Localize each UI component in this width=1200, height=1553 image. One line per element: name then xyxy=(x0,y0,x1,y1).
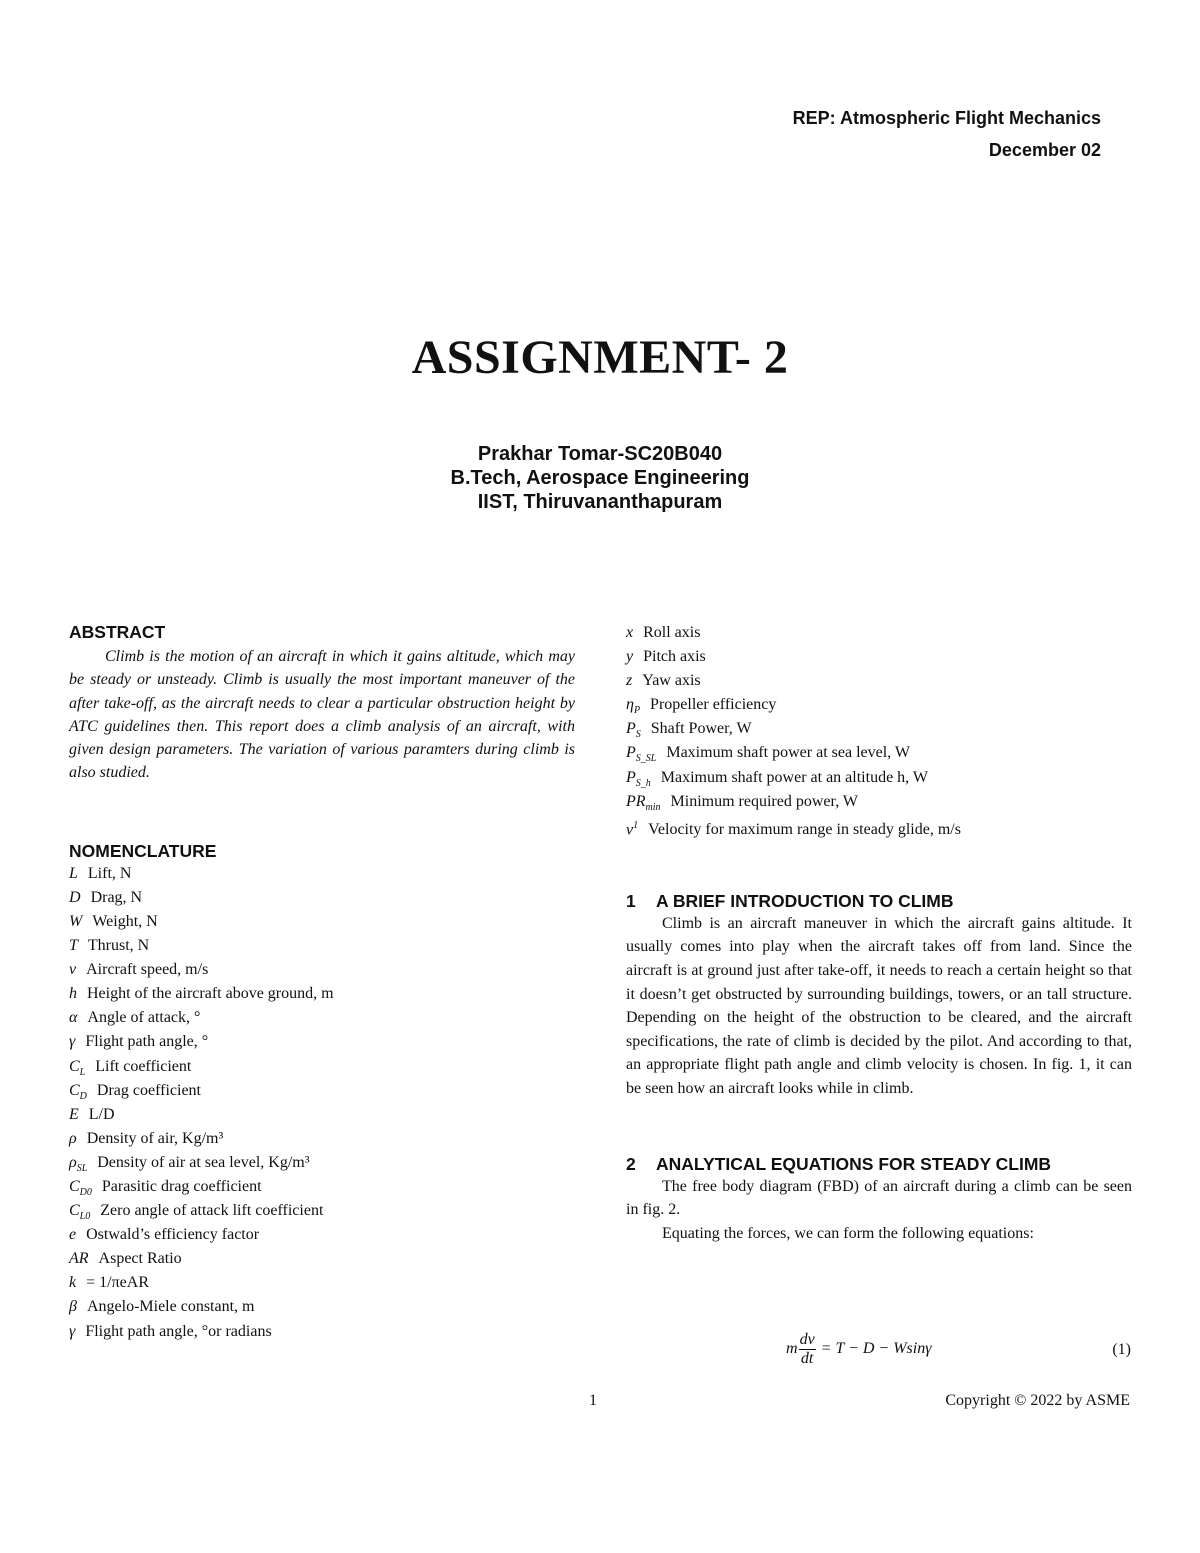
nomenclature-symbol: $C_L$ xyxy=(69,1057,86,1078)
nomenclature-symbol: γ xyxy=(69,1033,76,1051)
nomenclature-item xyxy=(69,934,575,958)
nomenclature-symbol: x xyxy=(626,624,634,641)
nomenclature-item xyxy=(69,886,575,910)
paper-title: ASSIGNMENT- 2 xyxy=(411,331,789,384)
nomenclature-item xyxy=(69,982,575,1006)
nomenclature-definition: Velocity for maximum range in steady glide, m/s xyxy=(648,821,961,839)
equation-1-number: (1) xyxy=(1112,1341,1131,1358)
abstract-text: Climb is the motion of an aircraft in which it gains altitude, which may be steady or unsteady. Climb is usually the most important maneuver of the after take-off, as the aircraft needs to clear a particular obstruction height by ATC guidelines then. This report does a climb analysis of an aircraft, with given design parameters. The variation of various paramters during climb is also studied. xyxy=(69,648,575,782)
nomenclature-definition: Drag coefficient xyxy=(96,1081,201,1099)
nomenclature-item xyxy=(69,1320,575,1344)
nomenclature-definition: Yaw axis xyxy=(642,672,701,690)
equation-1-denominator: dt xyxy=(800,1350,814,1367)
nomenclature-definition: Angle of attack, ° xyxy=(87,1009,201,1027)
nomenclature-list-right xyxy=(626,621,1132,838)
nomenclature-symbol: e xyxy=(69,1226,77,1244)
nomenclature-item xyxy=(626,790,1132,814)
nomenclature-symbol: z xyxy=(626,672,633,690)
left-column xyxy=(69,621,575,1344)
nomenclature-item xyxy=(69,1079,575,1103)
nomenclature-item xyxy=(626,645,1132,669)
nomenclature-item xyxy=(69,1127,575,1151)
section2-para1 xyxy=(626,1175,1132,1222)
nomenclature-definition: Lift coefficient xyxy=(95,1057,192,1075)
nomenclature-symbol: $C_D$ xyxy=(69,1081,87,1102)
nomenclature-definition: Minimum required power, W xyxy=(670,792,859,810)
author-institute: IIST, Thiruvananthapuram xyxy=(477,491,723,513)
nomenclature-item xyxy=(69,1030,575,1054)
nomenclature-definition: Aircraft speed, m/s xyxy=(86,961,209,979)
author-name: Prakhar Tomar-SC20B040 xyxy=(477,443,723,465)
date-header: December 02 xyxy=(988,140,1101,160)
nomenclature-definition: Height of the aircraft above ground, m xyxy=(87,985,334,1003)
equation-1 xyxy=(626,1325,1131,1375)
nomenclature-definition: Thrust, N xyxy=(87,937,150,955)
nomenclature-symbol: $v^1$ xyxy=(626,819,639,839)
nomenclature-definition: Flight path angle, ° xyxy=(85,1033,209,1051)
nomenclature-item xyxy=(69,1175,575,1199)
nomenclature-item xyxy=(69,1247,575,1271)
nomenclature-definition: Maximum shaft power at sea level, W xyxy=(666,744,910,762)
nomenclature-item xyxy=(69,958,575,982)
nomenclature-definition: = 1/πeAR xyxy=(86,1274,149,1292)
nomenclature-symbol: y xyxy=(626,648,634,666)
nomenclature-item xyxy=(69,1271,575,1295)
abstract-heading: ABSTRACT xyxy=(69,622,166,642)
nomenclature-item xyxy=(69,1295,575,1319)
nomenclature-item xyxy=(69,862,575,886)
nomenclature-item xyxy=(69,1055,575,1079)
nomenclature-definition: Density of air at sea level, Kg/m³ xyxy=(97,1153,310,1171)
nomenclature-symbol: h xyxy=(69,985,77,1003)
section1-heading xyxy=(626,890,1132,912)
nomenclature-definition: Lift, N xyxy=(87,864,132,882)
nomenclature-item xyxy=(626,621,1132,645)
nomenclature-definition: Zero angle of attack lift coefficient xyxy=(100,1202,324,1220)
author-program: B.Tech, Aerospace Engineering xyxy=(450,467,750,489)
nomenclature-symbol: $\eta_P$ xyxy=(626,696,641,717)
nomenclature-definition: Aspect Ratio xyxy=(98,1250,182,1268)
nomenclature-heading: NOMENCLATURE xyxy=(69,840,217,861)
nomenclature-definition: Parasitic drag coefficient xyxy=(101,1178,262,1195)
nomenclature-definition: L/D xyxy=(88,1105,115,1123)
equation-1-fraction xyxy=(799,1331,816,1368)
nomenclature-symbol: W xyxy=(69,912,83,930)
nomenclature-symbol: k xyxy=(69,1274,77,1292)
nomenclature-item xyxy=(69,910,575,934)
copyright-notice: Copyright © 2022 by ASME xyxy=(945,1392,1130,1409)
section2-heading xyxy=(626,1153,1132,1175)
conference-header: REP: Atmospheric Flight Mechanics xyxy=(792,108,1101,128)
nomenclature-item xyxy=(626,766,1132,790)
equation-1-lhs: m xyxy=(786,1340,798,1358)
nomenclature-list-left xyxy=(69,862,575,1344)
nomenclature-definition: Drag, N xyxy=(90,888,143,906)
abstract-body xyxy=(69,645,575,785)
nomenclature-item xyxy=(69,1199,575,1223)
nomenclature-symbol: L xyxy=(69,864,78,882)
nomenclature-definition: Pitch axis xyxy=(643,648,706,666)
equation-1-expression xyxy=(786,1331,932,1368)
nomenclature-symbol: D xyxy=(69,888,81,906)
section2-number: 2 xyxy=(626,1153,636,1174)
nomenclature-symbol: $C_{D0}$ xyxy=(69,1178,92,1199)
nomenclature-definition: Maximum shaft power at an altitude h, W xyxy=(660,768,928,786)
section1-number: 1 xyxy=(626,890,636,911)
section2-title: ANALYTICAL EQUATIONS FOR STEADY CLIMB xyxy=(656,1153,1052,1174)
section1-text: Climb is an aircraft maneuver in which the aircraft gains altitude. It usually comes into play when the aircraft takes off from land. Since the aircraft is at ground just after take-off, it needs to reach a certain height so that it doesn’t get obstructed by surrounding buildings, towers, or an tall structure. Depending on the height of the obstruction to be cleared, and the aircraft specifications, the rate of climb is decided by the pilot. And according to that, an appropriate flight path angle and climb velocity is chosen. In fig. 1, it can be seen how an aircraft looks while in climb. xyxy=(626,914,1132,1097)
nomenclature-symbol: α xyxy=(69,1009,78,1027)
nomenclature-symbol: AR xyxy=(69,1250,89,1268)
nomenclature-symbol: β xyxy=(69,1298,77,1316)
nomenclature-definition: Flight path angle, °or radians xyxy=(85,1322,272,1340)
section2-para2 xyxy=(626,1222,1132,1246)
nomenclature-definition: Shaft Power, W xyxy=(650,720,752,738)
nomenclature-definition: Weight, N xyxy=(92,912,158,930)
nomenclature-symbol: $\rho_{SL}$ xyxy=(69,1153,88,1175)
nomenclature-item xyxy=(69,1103,575,1127)
nomenclature-symbol: T xyxy=(69,937,78,955)
nomenclature-item xyxy=(626,669,1132,693)
equation-1-numerator: dv xyxy=(799,1331,815,1348)
section2-para2-text: Equating the forces, we can form the following equations: xyxy=(662,1224,1034,1242)
section1-title: A BRIEF INTRODUCTION TO CLIMB xyxy=(656,890,954,911)
nomenclature-item xyxy=(69,1006,575,1030)
nomenclature-definition: Density of air, Kg/m³ xyxy=(86,1129,224,1147)
section2-para1-text: The free body diagram (FBD) of an aircraft during a climb can be seen in fig. 2. xyxy=(626,1177,1132,1219)
nomenclature-item xyxy=(626,741,1132,765)
equation-1-rhs: = T − D − Wsinγ xyxy=(820,1340,932,1358)
nomenclature-item xyxy=(69,1151,575,1175)
nomenclature-item xyxy=(626,814,1132,838)
nomenclature-item xyxy=(626,693,1132,717)
nomenclature-symbol: $P_{S\_h}$ xyxy=(626,768,651,789)
nomenclature-symbol: $PR_{min}$ xyxy=(626,792,661,813)
nomenclature-definition: Propeller efficiency xyxy=(650,696,777,714)
nomenclature-definition: Ostwald’s efficiency factor xyxy=(86,1226,260,1244)
section1-body xyxy=(626,912,1132,1101)
nomenclature-symbol: $C_{L0}$ xyxy=(69,1202,91,1223)
nomenclature-item xyxy=(626,717,1132,741)
nomenclature-item xyxy=(69,1223,575,1247)
nomenclature-symbol: v xyxy=(69,961,77,979)
nomenclature-symbol: γ xyxy=(69,1322,76,1340)
nomenclature-definition: Roll axis xyxy=(643,624,701,641)
page-number: 1 xyxy=(589,1392,597,1409)
nomenclature-symbol: E xyxy=(69,1105,79,1123)
right-column xyxy=(626,621,1132,1245)
nomenclature-symbol: ρ xyxy=(69,1129,77,1147)
nomenclature-symbol: $P_S$ xyxy=(626,720,641,741)
nomenclature-definition: Angelo-Miele constant, m xyxy=(86,1298,255,1316)
nomenclature-symbol: $P_{S\_SL}$ xyxy=(626,744,657,765)
